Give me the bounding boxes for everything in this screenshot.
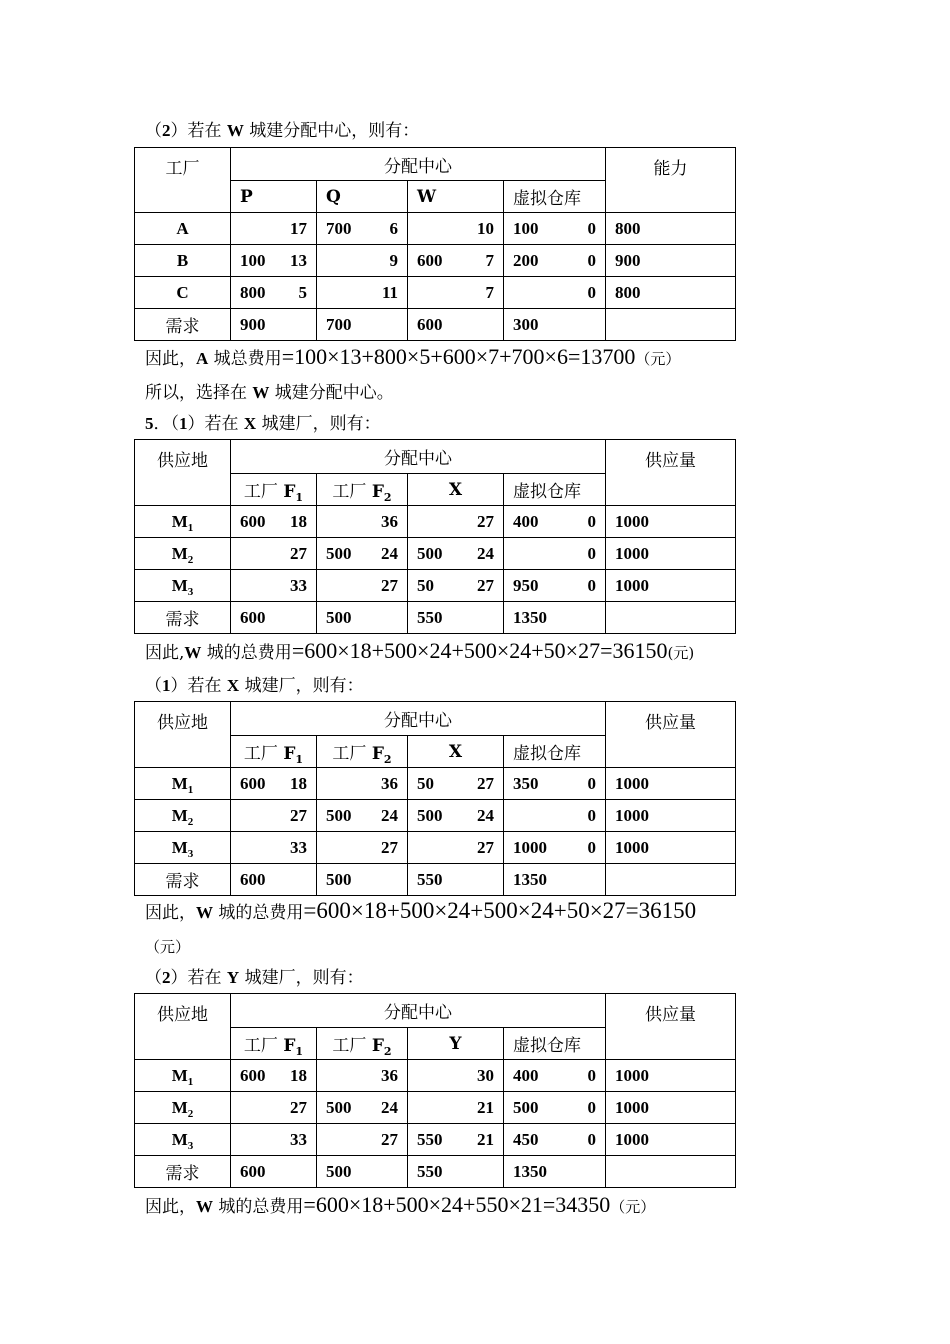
table-cell: 27 [408,506,504,538]
text: 城建厂，则有： [239,676,364,696]
header-group: 分配中心 [231,440,606,474]
text: 1 [179,414,188,433]
table-cell: 30 [408,1060,504,1092]
text: 2 [162,968,171,987]
table-cell: 1000 [606,570,736,602]
col-header: 工厂 $F_1$ [231,736,317,768]
row-label: $M_1$ [135,1060,231,1092]
text: 城的总费用 [213,1197,304,1217]
table-cell: 400 0 [504,1060,606,1092]
table-cell [606,1156,736,1188]
text: （ [145,121,162,141]
table-cell: 700 [317,309,408,341]
table-cell: 1000 [606,832,736,864]
table-row [135,277,736,309]
header-group: 分配中心 [231,148,606,181]
table-cell: 1000 [606,1092,736,1124]
table-cell: 400 0 [504,506,606,538]
row-label: $M_3$ [135,1124,231,1156]
table-cell: 600 [231,602,317,634]
table-row [135,213,736,245]
text: 城的总费用 [213,903,304,923]
table-cell: 1000 [606,800,736,832]
table-cell: 500 24 [408,538,504,570]
table-cell: 600 [408,309,504,341]
table-cell: 0 [504,538,606,570]
table-cell: 550 21 [408,1124,504,1156]
table-cell: 1350 [504,864,606,896]
table-cell: 950 0 [504,570,606,602]
table-cell: 450 0 [504,1124,606,1156]
table-cell: 17 [231,213,317,245]
table-cell: 900 [231,309,317,341]
table-row [135,800,736,832]
col-header: 工厂 $F_1$ [231,474,317,506]
table-cell: 800 [606,277,736,309]
table-cell: 100 0 [504,213,606,245]
heading-option-1-x [145,675,364,697]
header-corner: 供应地 [135,994,231,1060]
header-corner: 工厂 [135,148,231,213]
text: ）若在 [187,414,244,434]
conclusion-line [145,382,394,404]
row-label: $M_3$ [135,832,231,864]
unit-line: （元） [145,938,191,956]
row-label: $M_1$ [135,506,231,538]
table-cell: 500 [317,864,408,896]
table-cell: 200 0 [504,245,606,277]
table-cell: 1350 [504,1156,606,1188]
row-label: B [135,245,231,277]
text: W [184,643,202,662]
table-row [135,832,736,864]
col-header: 虚拟仓库 [504,181,606,213]
text: W [226,121,244,140]
text: W [252,383,270,402]
table-y-plant [134,993,736,1188]
table-cell: 27 [317,570,408,602]
table-row [135,1092,736,1124]
table-cell: 21 [408,1092,504,1124]
table-cell: 500 [317,602,408,634]
header-corner: 供应地 [135,702,231,768]
equation: =600×18+500×24+550×21=34350 [303,1192,611,1217]
text: X [226,676,240,695]
table-cell: 1000 [606,538,736,570]
table-cell: 36 [317,1060,408,1092]
table-row [135,245,736,277]
equation: =600×18+500×24+500×24+50×27=36150 [291,638,668,663]
table-cell: 500 24 [317,538,408,570]
table-cell [606,309,736,341]
table-cell: 27 [317,1124,408,1156]
text: ）若在 [170,968,227,988]
table-cell: 500 0 [504,1092,606,1124]
table-cell: 50 27 [408,768,504,800]
table-cell: 500 24 [408,800,504,832]
table-cell: 36 [317,506,408,538]
row-label: $M_1$ [135,768,231,800]
row-label: A [135,213,231,245]
col-header: 虚拟仓库 [504,1028,606,1060]
table-cell: 550 [408,602,504,634]
text: 因此， [145,1197,196,1217]
table-cell: 27 [317,832,408,864]
table-cell: 600 18 [231,506,317,538]
heading-option-2-y [145,967,364,989]
table-cell: 0 [504,277,606,309]
col-header: X [408,474,504,506]
cost-line-a [145,346,680,370]
table-cell: 600 7 [408,245,504,277]
table-cell: 11 [317,277,408,309]
col-header: X [408,736,504,768]
text: 城建厂，则有： [239,968,364,988]
row-label: 需求 [135,864,231,896]
table-row [135,506,736,538]
table-cell: 50 27 [408,570,504,602]
table-cell: 27 [231,800,317,832]
col-header: 工厂 $F_1$ [231,1028,317,1060]
table-cell: 600 [231,864,317,896]
table-row [135,1060,736,1092]
header-group: 分配中心 [231,702,606,736]
text: X [243,414,257,433]
unit: （元） [635,350,681,368]
heading-option-2-w [145,120,419,142]
col-header: 工厂 $F_2$ [317,474,408,506]
table-cell: 1000 [606,768,736,800]
equation: =100×13+800×5+600×7+700×6=13700 [281,344,636,369]
table-cell: 300 [504,309,606,341]
row-label: $M_3$ [135,570,231,602]
col-header: 虚拟仓库 [504,736,606,768]
table-cell: 0 [504,800,606,832]
unit: (元) [667,644,695,662]
table-cell: 600 18 [231,768,317,800]
table-cell: 1000 [606,1060,736,1092]
table-row-demand [135,309,736,341]
table-row-demand [135,1156,736,1188]
equation: =600×18+500×24+500×24+50×27=36150 [303,898,697,923]
table-cell: 550 [408,864,504,896]
col-header: Q [317,181,408,213]
text: W [196,903,213,922]
row-label: $M_2$ [135,800,231,832]
table-cell [606,864,736,896]
table-cell: 1000 [606,506,736,538]
table-cell: 350 0 [504,768,606,800]
text: 城的总费用 [201,643,292,663]
text: 因此， [145,903,196,923]
table-cell: 100 13 [231,245,317,277]
text: 城建厂，则有： [256,414,381,434]
heading-q5-x [145,413,381,435]
text: A [196,349,209,368]
table-cell: 27 [231,1092,317,1124]
col-header: Y [408,1028,504,1060]
text: 1 [162,676,171,695]
table-row-demand [135,602,736,634]
table-cell: 33 [231,570,317,602]
table-cell: 33 [231,1124,317,1156]
col-header: 工厂 $F_2$ [317,1028,408,1060]
table-cell: 10 [408,213,504,245]
text: 城总费用 [208,349,282,369]
table-cell: 1350 [504,602,606,634]
text: 因此, [145,643,185,663]
table-cell: 900 [606,245,736,277]
col-header: 虚拟仓库 [504,474,606,506]
col-header: 工厂 $F_2$ [317,736,408,768]
header-last: 能力 [606,148,736,213]
table-cell: 800 [606,213,736,245]
table-cell: 800 5 [231,277,317,309]
text: 城建分配中心。 [269,383,394,403]
table-cell: 33 [231,832,317,864]
table-cell: 600 [231,1156,317,1188]
header-last: 供应量 [606,702,736,768]
text: （ [145,968,162,988]
row-label: $M_2$ [135,1092,231,1124]
text: ．（ [153,414,179,434]
table-cell: 700 6 [317,213,408,245]
header-last: 供应量 [606,440,736,506]
row-label: C [135,277,231,309]
table-row [135,768,736,800]
text: Y [226,968,240,987]
table-cell: 500 24 [317,800,408,832]
cost-line-x1 [145,640,694,664]
row-label: 需求 [135,1156,231,1188]
table-w-distribution [134,147,736,341]
text: 5 [145,414,154,433]
table-cell: 7 [408,277,504,309]
table-cell: 500 [317,1156,408,1188]
row-label: $M_2$ [135,538,231,570]
table-cell: 1000 0 [504,832,606,864]
cost-line-y [145,1194,655,1218]
table-cell [606,602,736,634]
row-label: 需求 [135,602,231,634]
cost-line-x2 [145,900,696,924]
text: ）若在 [170,121,227,141]
text: ）若在 [170,676,227,696]
row-label: 需求 [135,309,231,341]
unit: （元） [610,1198,656,1216]
text: 2 [162,121,171,140]
table-cell: 600 18 [231,1060,317,1092]
table-row [135,570,736,602]
text: 城建分配中心，则有： [243,121,420,141]
table-row [135,1124,736,1156]
table-row-demand [135,864,736,896]
table-cell: 550 [408,1156,504,1188]
table-cell: 9 [317,245,408,277]
table-x-plant-1 [134,439,736,634]
text: （ [145,676,162,696]
table-cell: 36 [317,768,408,800]
col-header: W [408,181,504,213]
table-cell: 27 [231,538,317,570]
text: 所以，选择在 [145,383,253,403]
text: W [196,1197,213,1216]
table-cell: 1000 [606,1124,736,1156]
table-x-plant-2 [134,701,736,896]
header-last: 供应量 [606,994,736,1060]
table-row [135,538,736,570]
table-cell: 500 24 [317,1092,408,1124]
col-header: P [231,181,317,213]
header-group: 分配中心 [231,994,606,1028]
table-cell: 27 [408,832,504,864]
text: 因此， [145,349,196,369]
header-corner: 供应地 [135,440,231,506]
